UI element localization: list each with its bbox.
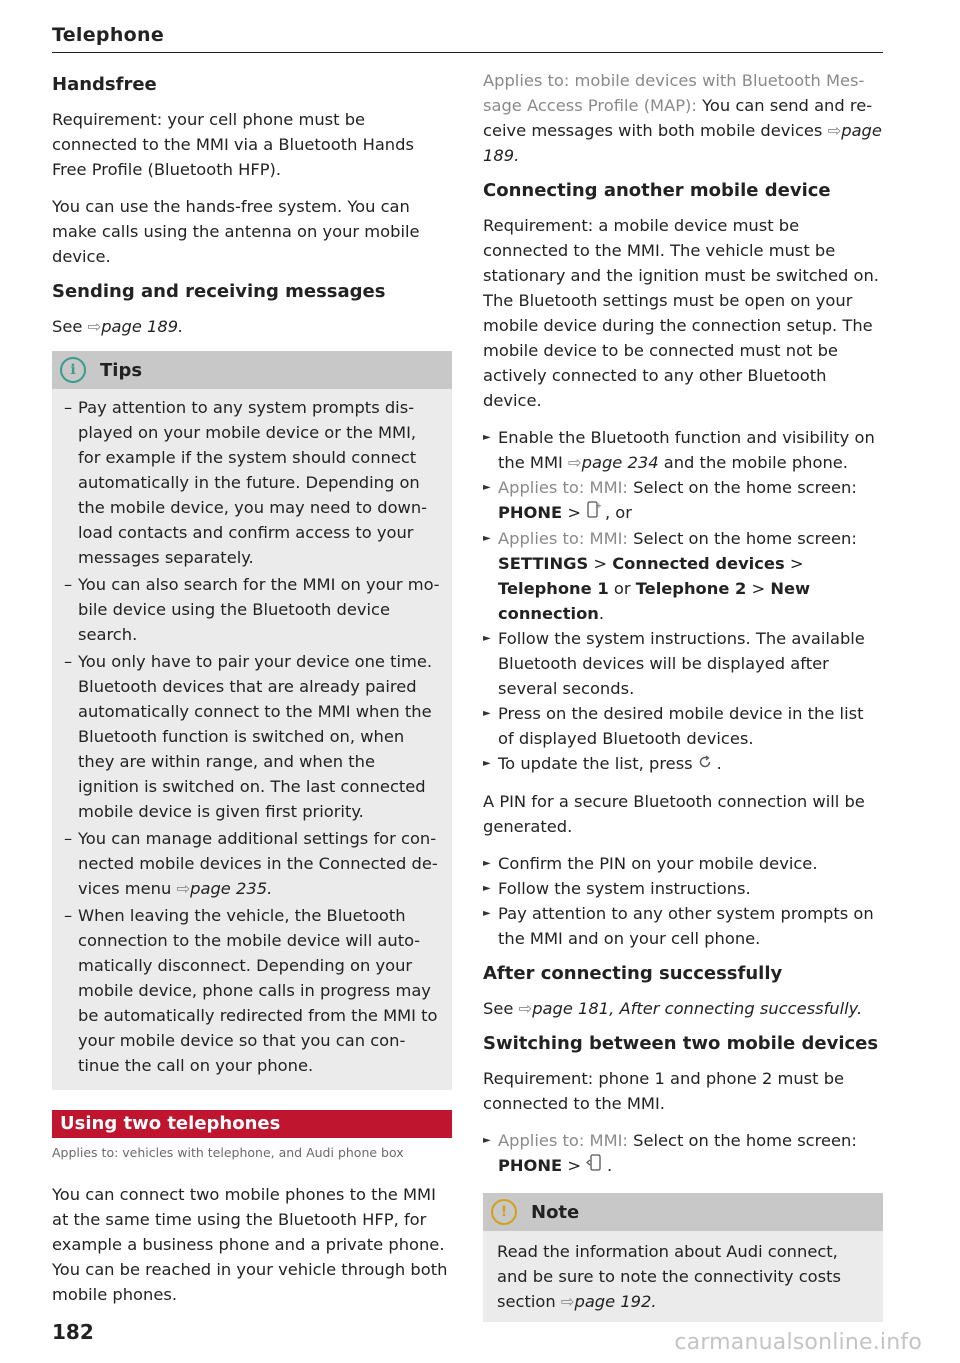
section-title: Telephone	[52, 24, 165, 46]
step-item: ► Follow the system instructions.	[483, 876, 883, 901]
settings-label: SETTINGS	[498, 554, 589, 573]
pin-paragraph: A PIN for a secure Bluetooth connection will be generated.	[483, 792, 865, 836]
ref-arrow-icon: ⇨	[827, 121, 842, 140]
tips-title: Tips	[100, 359, 143, 381]
tip-item: – Pay attention to any system prompts displayed on your mobile device or the MMI, for example if the system should connect automatically in the future. Depending on the mobile device, you may need to download contacts and confirm access to your messages separately.	[64, 395, 440, 570]
two-phones-heading: Using two telephones	[52, 1110, 452, 1138]
tips-box	[52, 351, 452, 1090]
page-ref-192[interactable]: page 192.	[574, 1292, 657, 1311]
connect-requirement: Requirement: a mobile device must be connected to the MMI. The vehicle must be stationary and the ignition must be switched on. The Bluetooth settings must be open on your mobile device during the connection setup. The mobile device to be connected must not be actively connected to any other Bluetooth device.	[483, 216, 879, 410]
tip-item: – You can also search for the MMI on your mobile device using the Bluetooth device search.	[64, 572, 440, 647]
after-connecting-heading: After connecting successfully	[483, 963, 783, 984]
tips-list	[52, 389, 452, 1090]
see-label: See	[483, 999, 514, 1018]
after-connecting-see	[483, 996, 883, 1021]
step-item: ► Follow the system instructions. The available Bluetooth devices will be displayed after several seconds.	[483, 626, 883, 701]
new-connection-label: New connection	[498, 579, 811, 623]
switch-phone-icon	[586, 1157, 607, 1175]
step-item: ► To update the list, press .	[483, 751, 883, 777]
ref-arrow-icon: ⇨	[87, 317, 102, 336]
step-text: Enable the Bluetooth function and visibility on the MMI	[498, 428, 875, 472]
handsfree-heading: Handsfree	[52, 74, 157, 95]
right-column	[483, 68, 883, 1322]
or-text: , or	[604, 503, 632, 522]
handsfree-requirement: Requirement: your cell phone must be connected to the MMI via a Bluetooth Hands Free Profile (Bluetooth HFP).	[52, 110, 414, 179]
step-item: ► Press on the desired mobile device in the list of displayed Bluetooth devices.	[483, 701, 883, 751]
page-ref-189[interactable]: page 189.	[483, 121, 882, 165]
connect-heading: Connecting another mobile device	[483, 180, 831, 201]
warning-icon: !	[491, 1199, 517, 1225]
note-text: Read the information about Audi connect, and be sure to note the connectivity costs section	[497, 1242, 841, 1311]
messages-see	[52, 314, 452, 339]
pin-steps	[483, 851, 883, 951]
page-ref-235[interactable]: page 235.	[190, 879, 273, 898]
svg-text:+: +	[596, 502, 603, 510]
step-item: ► Applies to: MMI: Select on the home screen: PHONE > + , or	[483, 475, 883, 526]
note-header	[483, 1193, 883, 1231]
page-ref-189[interactable]: page 189.	[101, 317, 184, 336]
note-box	[483, 1193, 883, 1322]
left-column	[52, 68, 452, 1319]
switching-steps	[483, 1128, 883, 1179]
select-home: Select on the home screen:	[633, 1131, 857, 1150]
or-word: or	[613, 579, 631, 598]
telephone2-label: Telephone 2	[635, 579, 747, 598]
tip-item: – You only have to pair your device one time. Bluetooth devices that are already paired automatically connect to the MMI when the Bluetooth function is switched on, when they are within range, and when the ignition is switched on. The last connected mobile device is given first priority.	[64, 649, 440, 824]
phone-label: PHONE	[498, 1156, 563, 1175]
watermark: carmanualsonline.info	[674, 1330, 922, 1355]
switching-requirement: Requirement: phone 1 and phone 2 must be connected to the MMI.	[483, 1069, 845, 1113]
tip-item	[64, 826, 440, 901]
map-text: You can send and receive messages with both mobile devices	[483, 96, 873, 140]
tip-item: – When leaving the vehicle, the Bluetooth connection to the mobile device will automatically disconnect. Depending on your mobile device, phone calls in progress may be automatically redirected from the MMI to your mobile device so that you can continue the call on your phone.	[64, 903, 440, 1078]
page-ref-181[interactable]: page 181, After connecting successfully.	[532, 999, 863, 1018]
note-body	[483, 1231, 883, 1322]
note-title: Note	[531, 1201, 580, 1223]
two-phones-description: You can connect two mobile phones to the MMI at the same time using the Bluetooth HFP, for example a business phone and a private phone. You can be reached in your vehicle through both mobile phones.	[52, 1185, 448, 1304]
ref-arrow-icon: ⇨	[567, 453, 582, 472]
ref-arrow-icon: ⇨	[560, 1292, 575, 1311]
handsfree-description: You can use the hands-free system. You can make calls using the antenna on your mobile device.	[52, 197, 420, 266]
step-item	[483, 425, 883, 475]
tip-text: You can manage additional settings for connected mobile devices in the Connected devices menu	[78, 829, 438, 898]
applies-mmi: Applies to: MMI:	[498, 1131, 628, 1150]
page-ref-234[interactable]: page 234	[581, 453, 659, 472]
step-text: To update the list, press	[498, 754, 693, 773]
add-phone-icon	[586, 504, 605, 522]
step-text: and the mobile phone.	[663, 453, 848, 472]
refresh-icon	[698, 755, 717, 773]
info-icon: i	[60, 357, 86, 383]
phone-label: PHONE	[498, 503, 563, 522]
connected-devices-label: Connected devices	[612, 554, 785, 573]
step-item: ► Applies to: MMI: Select on the home screen: SETTINGS > Connected devices > Telephone 1 or Telephone 2 > New connection.	[483, 526, 883, 626]
ref-arrow-icon: ⇨	[176, 879, 191, 898]
ref-arrow-icon: ⇨	[518, 999, 533, 1018]
applies-mmi: Applies to: MMI:	[498, 478, 628, 497]
applies-mmi: Applies to: MMI:	[498, 529, 628, 548]
telephone1-label: Telephone 1	[498, 579, 609, 598]
see-label: See	[52, 317, 83, 336]
step-item: ► Confirm the PIN on your mobile device.	[483, 851, 883, 876]
select-home: Select on the home screen:	[633, 478, 857, 497]
map-applies: Applies to: mobile devices with Bluetooth Message Access Profile (MAP):	[483, 71, 865, 115]
step-item: ► Applies to: MMI: Select on the home screen: PHONE > .	[483, 1128, 883, 1179]
switching-heading: Switching between two mobile devices	[483, 1033, 879, 1054]
map-paragraph	[483, 68, 883, 168]
tips-header	[52, 351, 452, 389]
step-item: ► Pay attention to any other system prompts on the MMI and on your cell phone.	[483, 901, 883, 951]
two-phones-applies: Applies to: vehicles with telephone, and Audi phone box	[52, 1145, 404, 1160]
select-home: Select on the home screen:	[633, 529, 857, 548]
header-rule	[52, 52, 883, 53]
page-number: 182	[52, 1320, 94, 1344]
messages-heading: Sending and receiving messages	[52, 281, 386, 302]
connect-steps	[483, 425, 883, 777]
